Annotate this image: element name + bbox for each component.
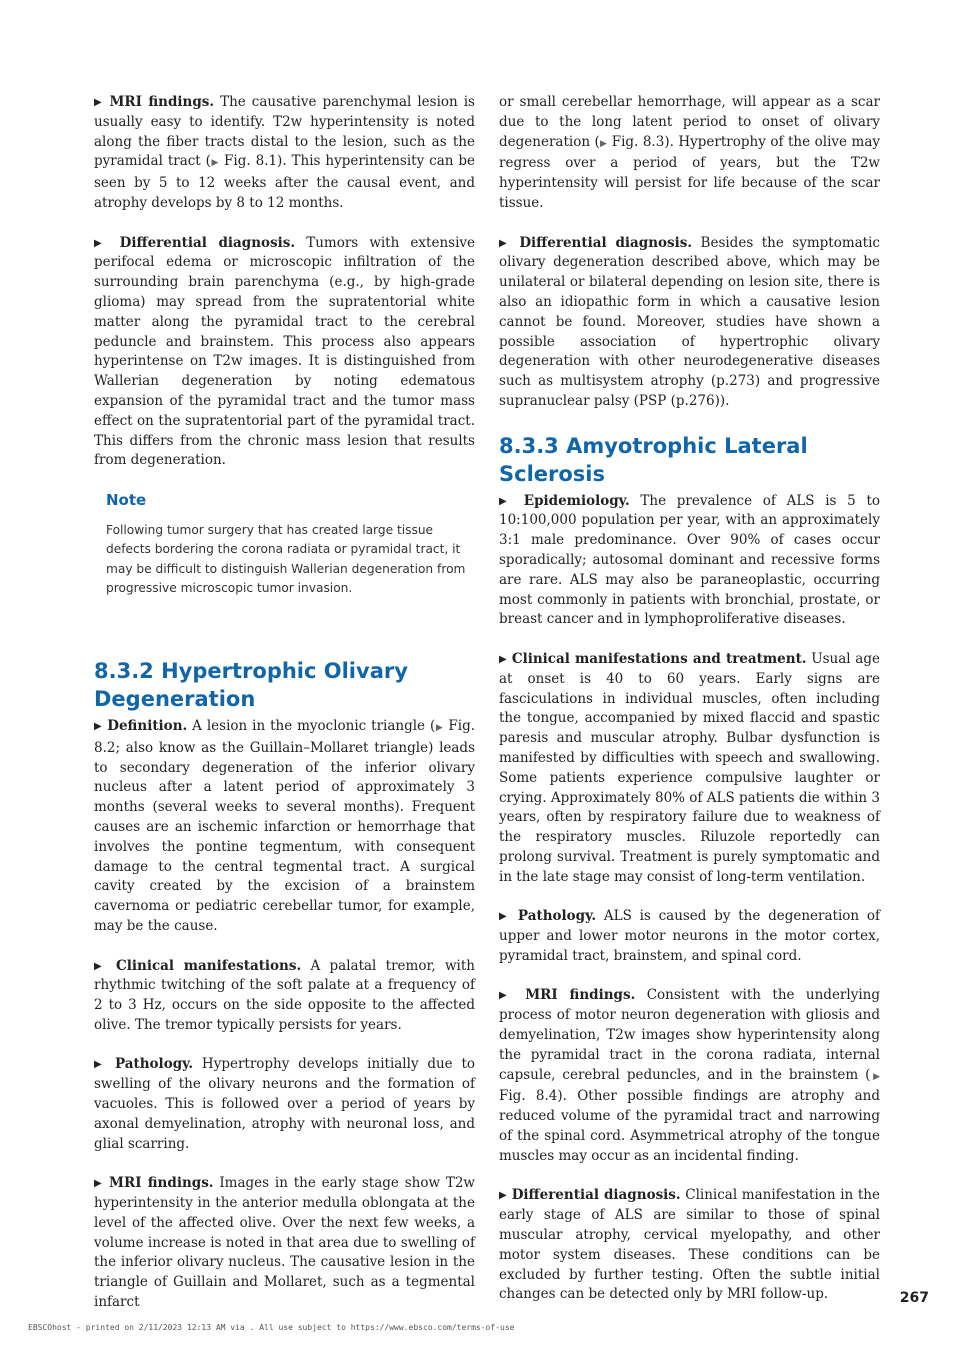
figure-reference-link[interactable]: Fig. 8.4 (499, 1088, 558, 1105)
section-heading-hypertrophic-olivary-degeneration: 8.3.2 Hypertrophic Olivary Degeneration (94, 658, 408, 711)
figure-reference-link[interactable]: Fig. 8.2 (94, 717, 476, 756)
triangle-bullet-icon: ▶ (499, 653, 508, 665)
paragraph-mri-findings-als: ▶ MRI findings. Consistent with the underlying process of motor neuron degeneration with gliosis and demyelination, T2w images show hyperintensity along the pyramidal tract in the corona radiata, internal capsule, cerebral peduncles, and in the brainstem (▶ Fig. 8.4). Other possible findings are atrophy and reduced volume of the pyramidal tract and narrowing of the spinal cord. Asymmetrical atrophy of the tongue muscles may occur as an incidental finding. (499, 987, 881, 1164)
paragraph-clinical-manifestations-als: ▶ Clinical manifestations and treatment. Usual age at onset is 40 to 60 years. Early signs are fasciculations in individual muscles, often including the tongue, accompanied by mixed flaccid and spastic paresis and muscular atrophy. Bulbar dysfunction is manifested by difficulties with speech and swallowing. Some patients experience compulsive laughter or crying. Approximately 80% of ALS patients die within 3 years, often by respiratory failure due to weakness of the respiratory muscles. Riluzole reportedly can prolong survival. Treatment is purely symptomatic and in the late stage may consist of long-term ventilation. (499, 650, 880, 885)
paragraph-label: Clinical manifestations. (116, 957, 302, 974)
triangle-bullet-icon: ▶ (499, 990, 514, 1002)
paragraph-mri-findings-wallerian: ▶ MRI findings. The causative parenchymal lesion is usually easy to identify. T2w hyperintensity is noted along the fiber tracts distal to the lesion, such as the pyramidal tract (▶ Fig. 8.1). This hyperintensity can be seen by 5 to 12 weeks after the causal event, and atrophy develops by 8 to 12 months. (94, 94, 475, 211)
paragraph-label: MRI findings. (109, 1175, 214, 1192)
note-title: Note (106, 490, 147, 509)
paragraph-mri-findings-olivary: ▶ MRI findings. Images in the early stage show T2w hyperintensity in the anterior medulla oblongata at the level of the affected olive. Over the next few weeks, a volume increase is noted in that area due to swelling of the inferior olivary nucleus. The causative lesion in the triangle of Guillain and Mollaret, such as a tegmental infarct (94, 1175, 475, 1311)
paragraph-label: Differential diagnosis. (119, 234, 296, 251)
triangle-bullet-icon: ▶ (499, 237, 511, 249)
paragraph-label: MRI findings. (109, 94, 215, 110)
paragraph-label: Pathology. (114, 1056, 194, 1073)
paragraph-label: Definition. (107, 717, 188, 734)
triangle-bullet-icon: ▶ (94, 960, 107, 972)
figure-reference-link[interactable]: Fig. 8.1 (224, 153, 278, 170)
triangle-bullet-icon: ▶ (94, 1059, 107, 1071)
paragraph-differential-diagnosis-als: ▶ Differential diagnosis. Clinical manifestation in the early stage of ALS are similar to those of spinal muscular atrophy, cervical myelopathy, and other motor system diseases. These conditions can be excluded by further testing. Often the subtle initial changes can be detected only by MRI follow-up. (499, 1187, 880, 1303)
note-text: Following tumor surgery that has created large tissue defects bordering the corona radiata or pyramidal tract, it may be difficult to distinguish Wallerian degeneration from progressive microscopic tumor invasion. (106, 522, 466, 596)
triangle-bullet-icon: ▶ (499, 1190, 508, 1202)
note-box (94, 491, 475, 599)
triangle-bullet-icon: ▶ (435, 722, 444, 733)
paragraph-label: Differential diagnosis. (519, 234, 693, 251)
paragraph-label: Differential diagnosis. (511, 1187, 681, 1204)
triangle-bullet-icon: ▶ (599, 138, 608, 149)
paragraph-definition: ▶ Definition. A lesion in the myoclonic triangle (▶ Fig. 8.2; also know as the Guillain–Mollaret triangle) leads to secondary degeneration of the inferior olivary nucleus after a latent period of approximately 3 months (several weeks to several months). Frequent causes are an ischemic infarction or hemorrhage that involves the pontine tegmentum, with consequent damage to the central tegmental tract. A surgical cavity created by the excision of a brainstem cavernoma or pediatric cerebellar tumor, for example, may be the cause. (94, 717, 476, 934)
paragraph-label: MRI findings. (525, 987, 636, 1004)
paragraph-differential-diagnosis-olivary: ▶ Differential diagnosis. Besides the symptomatic olivary degeneration described above, which may be unilateral or bilateral depending on lesion site, there is also an idiopathic form in which a causative lesion cannot be found. Moreover, studies have shown a possible association of hypertrophic olivary degeneration with other neurodegenerative diseases such as multisystem atrophy (p.273) and progressive supranuclear palsy (PSP (p.276)). (499, 234, 880, 409)
triangle-bullet-icon: ▶ (499, 911, 511, 923)
figure-reference-link[interactable]: Fig. 8.3 (611, 133, 665, 150)
paragraph-pathology-olivary: ▶ Pathology. Hypertrophy develops initially due to swelling of the olivary neurons and the formation of vacuoles. This is followed over a period of years by axonal demyelination, atrophy with neuronal loss, and glial scarring. (94, 1056, 475, 1152)
paragraph-label: Pathology. (517, 908, 597, 925)
section-heading-amyotrophic-lateral-sclerosis: 8.3.3 Amyotrophic Lateral Sclerosis (499, 433, 808, 486)
paragraph-pathology-als: ▶ Pathology. ALS is caused by the degeneration of upper and lower motor neurons in the motor cortex, pyramidal tract, brainstem, and spinal cord. (499, 908, 880, 964)
paragraph-label: Epidemiology. (523, 492, 630, 509)
triangle-bullet-icon: ▶ (870, 1071, 881, 1082)
triangle-bullet-icon: ▶ (94, 1178, 104, 1190)
triangle-bullet-icon: ▶ (94, 237, 109, 249)
triangle-bullet-icon: ▶ (499, 495, 514, 507)
paragraph-epidemiology: ▶ Epidemiology. The prevalence of ALS is 5 to 10:100,000 population per year, with an approximately 3:1 male predominance. Over 90% of cases occur sporadically; autosomal dominant and recessive forms are rare. ALS may also be paraneoplastic, occurring most commonly in patients with bronchial, prostate, or breast cancer and in lymphoproliferative diseases. (499, 492, 880, 628)
left-column (94, 93, 475, 1333)
paragraph-label: Clinical manifestations and treatment. (511, 650, 807, 667)
paragraph-differential-diagnosis-wallerian: ▶ Differential diagnosis. Tumors with extensive perifocal edema or microscopic infiltration of the surrounding brain parenchyma (e.g., by high-grade glioma) may spread from the supratentorial white matter along the pyramidal tract to the cerebral peduncle and brainstem. This process also appears hyperintense on T2w images. It is distinguished from Wallerian degeneration by noting edematous expansion of the pyramidal tract and the tumor mass effect on the supratentorial part of the pyramidal tract. This differs from the chronic mass lesion that results from degeneration. (94, 234, 475, 469)
right-column (499, 93, 880, 1325)
triangle-bullet-icon: ▶ (94, 97, 104, 108)
page-number: 267 (899, 1290, 929, 1306)
triangle-bullet-icon: ▶ (210, 158, 220, 169)
triangle-bullet-icon: ▶ (94, 720, 103, 732)
paragraph-clinical-manifestations-olivary: ▶ Clinical manifestations. A palatal tremor, with rhythmic twitching of the soft palate at a frequency of 2 to 3 Hz, occurs on the side opposite to the affected olive. The tremor typically persists for years. (94, 957, 475, 1033)
footer-text: EBSCOhost - printed on 2/11/2023 12:13 AM via . All use subject to https://www.ebsco.com/terms-of-use (28, 1323, 515, 1332)
paragraph-mri-findings-olivary-continued: or small cerebellar hemorrhage, will appear as a scar due to the long latent period to onset of olivary degeneration (▶ Fig. 8.3). Hypertrophy of the olive may regress over a period of years, but the T2w hyperintensity will persist for life because of the scar tissue. (499, 94, 880, 211)
